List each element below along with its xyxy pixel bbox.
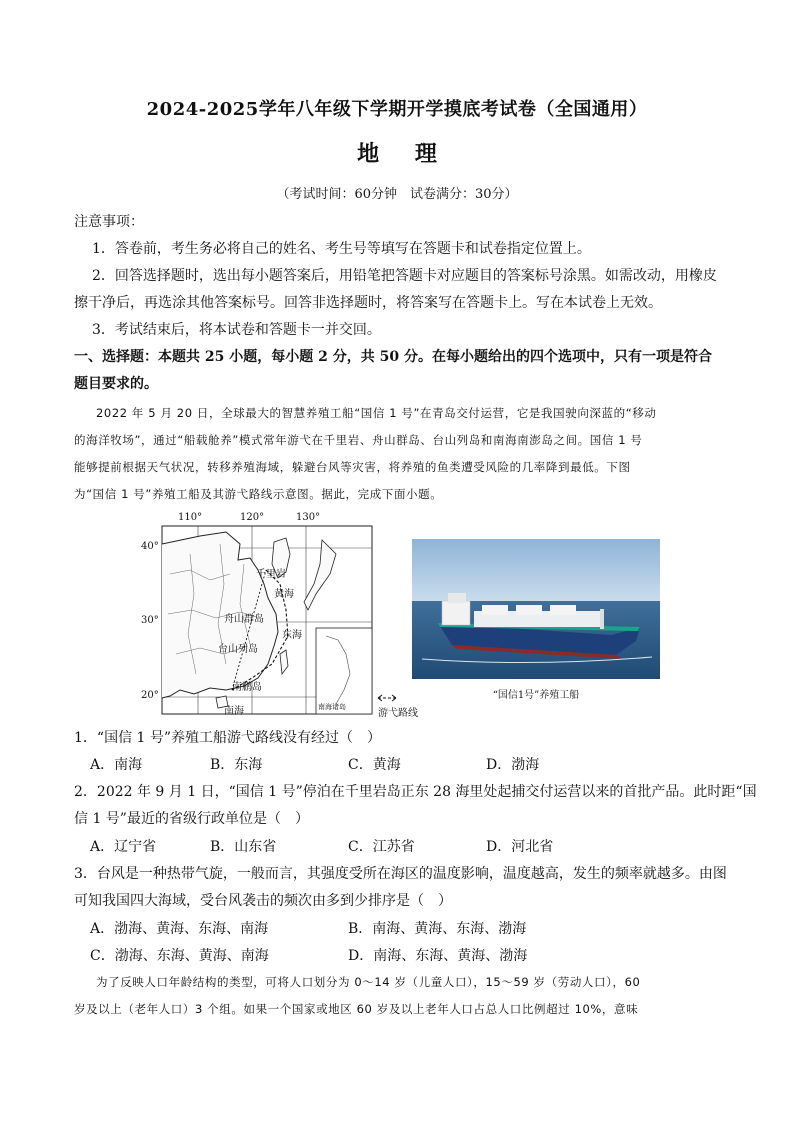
map-lat-label: 40° [141,541,159,552]
option-c: C．黄海 [348,757,401,773]
map-lon-label: 110° [178,512,203,523]
option-d: D．河北省 [486,839,554,855]
subject-title [0,137,794,168]
option-b: B．山东省 [210,839,277,855]
question-stem: 3．台风是一种热带气旋，一般而言，其强度受所在海区的温度影响，温度越高，发生的频率就越多。由图 [74,866,727,882]
passage-line: 为了反映人口年龄结构的类型，可将人口划分为 0～14 岁（儿童人口），15～59 岁（劳动人口），60 [96,975,641,989]
map-lat-label: 30° [141,615,159,626]
option-a: A．南海 [90,757,143,773]
note-item: 擦干净后，再选涂其他答案标号。回答非选择题时，将答案写在答题卡上。写在本试卷上无效。 [74,295,662,311]
question-stem: 信 1 号”最近的省级行政单位是（ ） [74,811,309,827]
route-map [140,514,420,719]
ship-photo [412,539,660,679]
map-place-label: 黄海 [274,589,294,600]
option-b: B．东海 [210,757,263,773]
option-a: A．渤海、黄海、东海、南海 [90,921,269,937]
section-heading: 一、选择题：本题共 25 小题，每小题 2 分，共 50 分。在每小题给出的四个选项中，只有一项是符合 [74,349,712,365]
passage-line: 为“国信 1 号”养殖工船及其游弋路线示意图。据此，完成下面小题。 [74,487,443,501]
note-item: 1．答卷前，考生务必将自己的姓名、考生号等填写在答题卡和试卷指定位置上。 [92,241,591,257]
option-d: D．渤海 [486,757,540,773]
notes-heading: 注意事项： [74,214,144,230]
option-a: A．辽宁省 [90,839,157,855]
passage-line: 能够提前根据天气状况，转移养殖海域，躲避台风等灾害，将养殖的鱼类遭受风险的几率降到最低。下图 [74,460,631,474]
map-legend: 游弋路线 [378,708,418,719]
map-place-label: 东海 [282,630,302,641]
map-place-label: 南鹏岛 [232,682,262,693]
map-place-label: 南海 [224,706,244,717]
section-heading: 题目要求的。 [74,376,158,392]
exam-info: （考试时间：60分钟 试卷满分：30分） [276,187,518,202]
passage-line: 的海洋牧场”，通过“船载舱养”模式常年游弋在千里岩、舟山群岛、台山列岛和南海南澎岛之间。国信 1 号 [74,433,643,447]
passage-line: 2022 年 5 月 20 日，全球最大的智慧养殖工船“国信 1 号”在青岛交付运营，它是我国驶向深蓝的“移动 [96,406,657,420]
map-place-label: 千里岩 [256,569,286,580]
map-lon-label: 130° [296,512,321,523]
subject-char: 地 [357,141,380,167]
map-place-label: 舟山群岛 [224,614,264,625]
question-stem: 2．2022 年 9 月 1 日，“国信 1 号”停泊在千里岩岛正东 28 海里处起捕交付运营以来的首批产品。此时距“国 [74,784,757,800]
note-item: 3．考试结束后，将本试卷和答题卡一并交回。 [92,322,381,338]
option-d: D．南海、东海、黄海、渤海 [348,948,528,964]
map-lat-label: 20° [141,690,159,701]
exam-title: 2024-2025学年八年级下学期开学摸底考试卷（全国通用） [146,99,648,120]
question-stem: 1．“国信 1 号”养殖工船游弋路线没有经过（ ） [74,730,382,746]
passage-line: 岁及以上（老年人口）3 个组。如果一个国家或地区 60 岁及以上老年人口占总人口比例超过 10%，意味 [74,1002,639,1016]
inset-label: 南海诸岛 [318,703,346,711]
subject-char: 理 [414,141,437,167]
map-place-label: 台山列岛 [218,644,258,655]
option-c: C．渤海、东海、黄海、南海 [90,948,269,964]
photo-caption: “国信1号”养殖工船 [492,690,580,701]
note-item: 2．回答选择题时，选出每小题答案后，用铅笔把答题卡对应题目的答案标号涂黑。如需改动，用橡皮 [92,268,717,284]
question-stem: 可知我国四大海域，受台风袭击的频次由多到少排序是（ ） [74,893,452,909]
option-c: C．江苏省 [348,839,415,855]
map-lon-label: 120° [240,512,265,523]
option-b: B．南海、黄海、东海、渤海 [348,921,527,937]
